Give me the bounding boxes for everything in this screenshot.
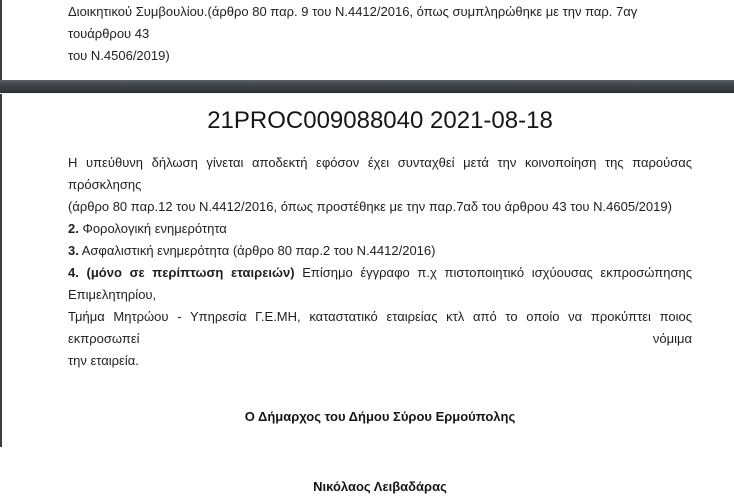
- text-segment: Η υπεύθυνη δήλωση γίνεται αποδεκτή εφόσον έχει συνταχθεί μετά την κοινοποίηση της παρούσας πρόσκλησης: [68, 155, 692, 192]
- prev-page-lines: [0, 0, 734, 67]
- text-line: [68, 306, 692, 350]
- text-segment: (άρθρο 80 παρ.12 του Ν.4412/2016, όπως προστέθηκε με την παρ.7αδ του άρθρου 43 του Ν.4605/2019): [68, 199, 672, 214]
- text-segment-bold: 4. (μόνο σε περίπτωση εταιρειών): [68, 265, 295, 280]
- text-segment: Επίσημο έγγραφο π.χ πιστοποιητικό ισχύουσας εκπροσώπησης Επιμελητηρίου,: [68, 265, 692, 302]
- text-segment-bold: 3.: [68, 243, 79, 258]
- text-line: [68, 240, 692, 262]
- signature-title: Ο Δήμαρχος του Δήμου Σύρου Ερμούπολης: [244, 409, 516, 424]
- text-segment: Φορολογική ενημερότητα: [78, 221, 227, 236]
- text-segment-bold: 2.: [68, 221, 79, 236]
- text-line: [68, 45, 688, 67]
- document-registry-heading: 21PROC009088040 2021-08-18: [207, 107, 553, 134]
- page-separator-bar: [0, 80, 734, 94]
- text-line: [68, 262, 692, 306]
- text-segment: Ασφαλιστική ενημερότητα (άρθρο 80 παρ.2 του Ν.4412/2016): [78, 243, 436, 258]
- text-line: [68, 1, 688, 45]
- text-segment: Διοικητικού Συμβουλίου.(άρθρο 80 παρ. 9 του Ν.4412/2016, όπως συμπληρώθηκε με την παρ. 7αγ τουάρθρου 43: [68, 4, 638, 41]
- page-left-edge: [0, 0, 2, 447]
- page-text-column: [68, 107, 692, 498]
- signature-name: Νικόλαος Λειβαδάρας: [313, 479, 447, 494]
- document-page: [0, 95, 734, 494]
- text-segment: Τμήμα Μητρώου - Υπηρεσία Γ.Ε.ΜΗ, καταστατικό εταιρείας κτλ από το οποίο να προκύπτει ποιος εκπροσωπεί νόμιμα: [68, 309, 692, 346]
- text-line: [68, 196, 692, 218]
- text-line: [68, 218, 692, 240]
- text-line: [68, 152, 692, 196]
- previous-page-section: [0, 0, 734, 80]
- text-segment: την εταιρεία.: [68, 353, 139, 368]
- text-segment: του Ν.4506/2019): [68, 48, 170, 63]
- text-line: [68, 350, 692, 372]
- body-text: [68, 152, 692, 372]
